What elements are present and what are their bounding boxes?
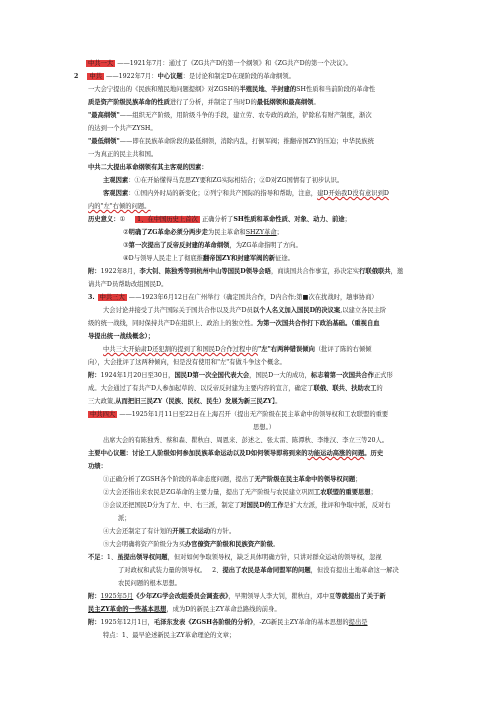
line-31: 主要中心议题：讨论工人阶级如何参加民族革命运动以及D如何领导即将到来的功能运动高涨的问题。历史 <box>88 450 384 457</box>
line-20: 大会讨论并接受了共产国际关于国共合作以及共产D员以个人名义加入国民D的决议案,以建立各民主阶 <box>103 307 387 314</box>
line-12: 内的"左"右倾的问题。 <box>88 203 151 210</box>
line-16: ④D与领导人民走上了彻底推翻帝国ZY和封建军阀的新征途。 <box>123 255 294 262</box>
line-40: 了对政权和武装力量的领导权。 2、提出了农民是革命同盟军的问题，但没有提出土地革命这一解决 <box>118 567 399 574</box>
line-15: ③第一次提出了反帝反封建的革命纲领，为ZG革命指明了方向。 <box>123 242 302 249</box>
line-17: 附：1922年8月，李大钊、陈独秀等到杭州中山等国民D领导会晤，商谈国共合作事宜，孙决定实行联俄联共，邀 <box>88 268 404 275</box>
line-26: 成。大会通过了有共产D人参加起草的、以反帝反封建为主要内容的宣言，确定了联俄、联共、扶助农工的 <box>88 385 383 392</box>
line-4: 质是资产阶级民族革命的性质进行了分析，并制定了当时D的最低纲领和最高纲领。 <box>88 99 320 106</box>
line-19: 3. 中共三大 ——1923年6月12日在广州举行（确定国共合作，D内合作;第■次在扰战时，趟事协商） <box>88 294 378 301</box>
line-24: 向），大会批评了这两种倾向，但是没有使用和"左"有做斗争这个概念。 <box>88 359 286 366</box>
line-5: "最高纲领"——组织无产阶级，用阶级斗争的手段，建立劳、农专政的政治，铲除私有财产制度，渐次 <box>88 112 372 119</box>
line-28: 中共四大 ——1925年1月11日至22日在上海召开（提出无产阶级在民主革命中的领导权和工农联盟的重要 <box>90 411 389 418</box>
line-45: 特点：1、最早论述新民主ZY革命理论的文章； <box>103 632 236 639</box>
line-29: 思想。） <box>253 424 276 431</box>
highlight-label: 中共 <box>89 73 102 80</box>
line-44: 附：1925年12月1日，毛泽东发表《ZGSH各阶级的分析》，-ZG新民主ZY革命的基本思想的提出是 <box>88 619 368 626</box>
highlight-label: 中共一大 <box>88 60 114 67</box>
line-35: ③会议还把国民D分为了左、中、右三派，制定了对国民D的工作是扩大左派，批评和争取中派，反对右 <box>103 502 391 509</box>
line-22: 导提出统一战线概念）； <box>88 333 155 340</box>
highlight-label: 1、在中国历史上首次 <box>137 216 198 223</box>
line-9: 中共二大提出革命纲领有其主客观的因素： <box>88 164 208 171</box>
line-30: 出席大会的有陈独秀、蔡和森、瞿秋白、周恩来、彭述之、张太雷、陈潭秋、李维汉、李立三等20人。 <box>103 437 389 444</box>
line-27: 三大政策,从而把旧三民ZY（民族、民权、民生）发展为新三民ZY】。 <box>88 398 282 405</box>
line-2: 2 中共 ——1922年7月：中心议题：是讨论和制定D在现阶段的革命纲领。 <box>74 73 295 80</box>
line-34: ②大会还指出来农民是ZG革命的主要力量，提出了无产阶级与农民建立巩固工农联盟的重要思想； <box>103 489 377 496</box>
line-18: 请共产D员帮助改组国民D。 <box>88 281 168 288</box>
line-8: 一为真正的民主共和国。 <box>88 151 158 158</box>
line-38: ⑤大会明确将资产阶级分为买办官僚资产阶级和民族资产阶级。 <box>103 541 280 548</box>
line-39: 不足：1、虽提出领导权问题，但对如何争取领导权，缺乏具体明确方针，只讲对群众运动的领导权，忽视 <box>88 554 382 561</box>
line-7: "最低纲领"——即在民族革命阶段的最低纲领，消除内乱，打倒军阀；推翻帝国ZY的压迫；中华民族统 <box>88 138 374 145</box>
line-11: 客观因素：①国内外时局的新变化；②列宁和共产国际的指导和帮助，注意，建D开始我D没有意识到D <box>103 190 389 197</box>
line-6: 的达到一个共产ZYSH。 <box>88 125 157 132</box>
line-3: 一大会宁提出的《民族和殖民地问题提纲》对ZGSH的半殖民地、半封建的SH性质和当前阶段的革命性 <box>88 86 376 93</box>
line-21: 级的统一战线，同时保持共产D在组织上、政治上的独立性。为第一次国共合作打下政治基础。（重视自血 <box>88 320 380 327</box>
line-13: 历史意义：① 1、在中国历史上首次 正确分析了SH性质和革命性质、对象、动力、前途； <box>88 216 351 223</box>
line-37: ④大会还制定了有计划的开展工农运动的方针。 <box>103 528 236 535</box>
line-1: 中共一大 ——1921年7月：通过了《ZG共产D的第一个纲领》和《ZG共产D的第一个决议》。 <box>88 60 352 67</box>
highlight-label: 中共三大 <box>99 294 125 301</box>
line-41: 农民问题的根本思想。 <box>118 580 181 587</box>
line-23: 中共三大开始肃D还犯割的提到了和国民D合作过程中的"左"右两种错误倾向（批评了陈的右倾倾 <box>103 346 372 353</box>
line-33: ①正确分析了ZGSH各个阶段的革命态度问题，提出了无产阶级在民主革命中的领导权问题； <box>103 476 362 483</box>
line-14: ②明确了ZG革命必须分两步走为民主革命和SHZY革命； <box>123 229 283 236</box>
line-43: 民主ZY革命的一些基本思想，成为D的新民主ZY革命总路线的前身。 <box>88 606 281 613</box>
line-36: 派； <box>118 515 131 522</box>
line-32: 功绩： <box>88 463 107 470</box>
line-25: 附：1924年1月20日至30日，国民D第一次全国代表大会，国民D一大的成功，标志着第一次国共合作正式形 <box>88 372 393 379</box>
line-10: 主观因素：①在开始懂得马克思ZY要和ZG实际相结合；②D对ZG国情有了初步认识。 <box>103 177 344 184</box>
highlight-label: 中共四大 <box>90 411 116 418</box>
line-42: 附：1925年5月《少年ZG学会改组委员会调查表》，早期领导人李大钊，瞿秋白，邓中夏等就提出了关于新 <box>88 593 386 600</box>
